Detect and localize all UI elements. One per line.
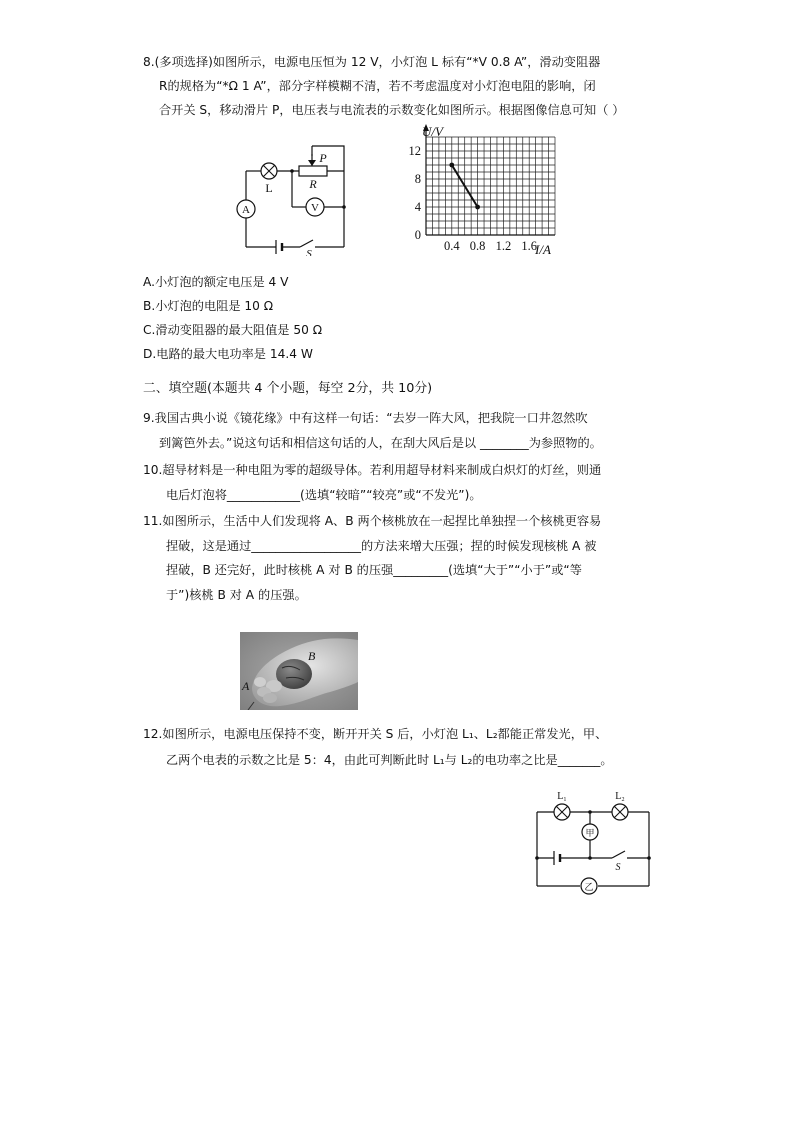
q12-switch-label: S: [615, 862, 621, 873]
q11-line-3: 捏破，B 还完好，此时核桃 A 对 B 的压强_________(选填“大于”“小于”或“等: [166, 563, 582, 577]
x-tick-label: 1.2: [495, 239, 512, 253]
q11-line-2: 捏破，这是通过__________________的方法来增大压强；捏的时候发现核桃 A 被: [166, 539, 597, 553]
q12-line-1: 12.如图所示，电源电压保持不变，断开开关 S 后，小灯泡 L₁、L₂都能正常发光，甲、: [143, 727, 608, 741]
q12-circuit-diagram: [532, 788, 654, 896]
q8-option-b: B.小灯泡的电阻是 10 Ω: [143, 299, 274, 313]
walnut-b-label: B: [308, 649, 316, 663]
section-heading: 二、填空题(本题共 4 个小题，每空 2分，共 10分): [143, 381, 433, 396]
data-point: [449, 163, 454, 168]
slider-label: P: [319, 151, 327, 165]
q10-line-1: 10.超导材料是一种电阻为零的超级导体。若利用超导材料来制成白炽灯的灯丝，则通: [143, 463, 602, 477]
walnut-a-label: A: [242, 679, 250, 693]
q8-line-3: 合开关 S，移动滑片 P，电压表与电流表的示数变化如图所示。根据图像信息可知（ ）: [159, 103, 625, 117]
y-tick-label: 0: [414, 228, 421, 242]
rheostat-label: R: [309, 177, 317, 191]
x-tick-label: 1.6: [521, 239, 538, 253]
y-tick-label: 4: [414, 200, 421, 214]
meter-yi-label: 乙: [584, 882, 594, 892]
y-axis-label: U/V: [422, 124, 443, 139]
q11-line-1: 11.如图所示，生活中人们发现将 A、B 两个核桃放在一起捏比单独捏一个核桃更容易: [143, 514, 602, 528]
voltmeter-label: V: [311, 202, 319, 214]
q9-line-2: 到篱笆外去。”说这句话和相信这句话的人，在刮大风后是以 ________为参照物的。: [159, 436, 602, 450]
data-point: [475, 205, 480, 210]
q12-line-2: 乙两个电表的示数之比是 5：4，由此可判断此时 L₁与 L₂的电功率之比是_______。: [166, 753, 613, 767]
walnut-hand-photo: [240, 632, 358, 710]
q9-line-1: 9.我国古典小说《镜花缘》中有这样一句话：“去岁一阵大风，把我院一口井忽然吹: [143, 411, 588, 425]
q8-option-c: C.滑动变阻器的最大阻值是 50 Ω: [143, 323, 323, 337]
q8-circuit-diagram: [236, 138, 354, 256]
ammeter-label: A: [242, 204, 250, 216]
x-tick-label: 0.8: [469, 239, 486, 253]
lamp-label: L: [265, 181, 273, 195]
meter-jia-label: 甲: [585, 828, 595, 838]
y-tick-label: 12: [408, 144, 421, 158]
q8-line-2: R的规格为“*Ω 1 A”，部分字样模糊不清，若不考虑温度对小灯泡电阻的影响，闭: [159, 79, 596, 93]
l1-label: L₁: [557, 791, 567, 802]
q8-option-a: A.小灯泡的额定电压是 4 V: [143, 275, 289, 289]
q10-line-2: 电后灯泡将____________(选填“较暗”“较亮”或“不发光”)。: [166, 488, 482, 502]
switch-label: S: [306, 248, 312, 256]
q8-line-1: 8.(多项选择)如图所示，电源电压恒为 12 V，小灯泡 L 标有“*V 0.8 A”，滑动变阻器: [143, 55, 601, 69]
x-tick-label: 0.4: [443, 239, 460, 253]
q11-line-4: 于”)核桃 B 对 A 的压强。: [166, 588, 307, 602]
ui-graph: [395, 122, 565, 262]
x-axis-label: I/A: [535, 242, 551, 257]
l2-label: L₂: [615, 791, 625, 802]
y-tick-label: 8: [414, 172, 421, 186]
q8-option-d: D.电路的最大电功率是 14.4 W: [143, 347, 313, 361]
